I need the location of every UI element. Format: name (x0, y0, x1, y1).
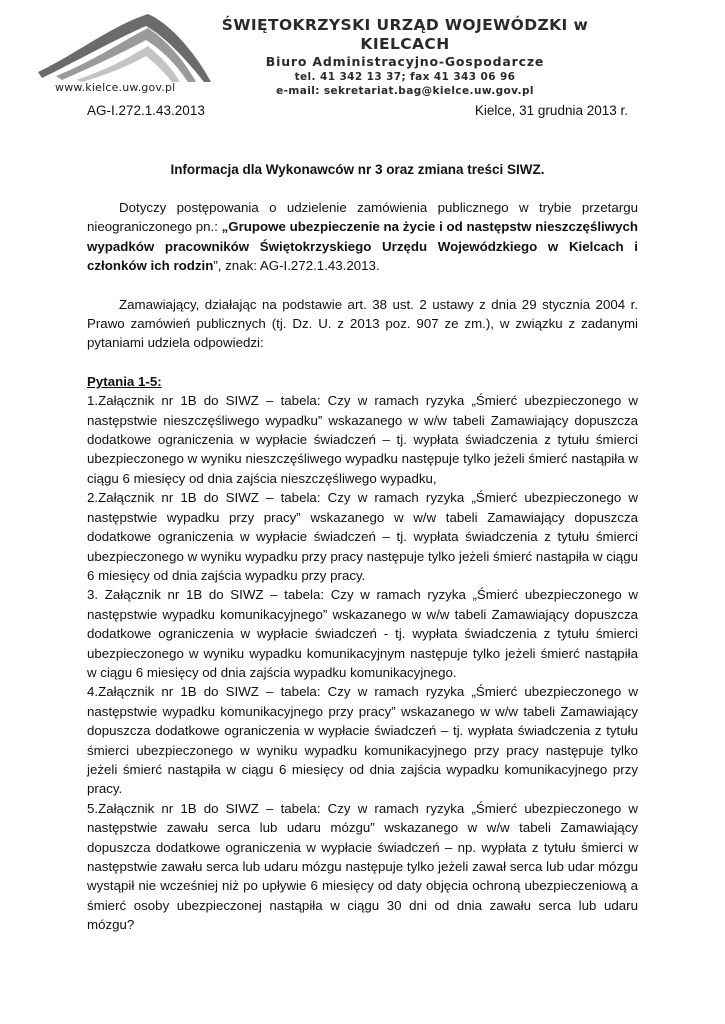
reference-number: AG-I.272.1.43.2013 (87, 103, 205, 118)
mountain-logo-icon (36, 14, 216, 84)
intro-suffix: ”, znak: AG-I.272.1.43.2013. (213, 258, 380, 274)
question-item: 3. Załącznik nr 1B do SIWZ – tabela: Czy w ramach ryzyka „Śmierć ubezpieczonego w następstwie wypadku komunikacyjnego” wskazanego w w/w tabeli Zamawiający dopuszcza dodatkowe ograniczenia w wypłacie świadczeń - tj. wypłata świadczenia z tytułu śmierci ubezpieczonego w wyniku wypadku komunikacyjnym następuje tylko jeżeli śmierć nastąpiła w ciągu 6 miesięcy od dnia zajścia wypadku komunikacyjnego. (87, 587, 638, 680)
statement-paragraph: Zamawiający, działając na podstawie art. 38 ust. 2 ustawy z dnia 29 stycznia 2004 r. Prawo zamówień publicznych (tj. Dz. U. z 2013 poz. 907 ze zm.), w związku z zadanymi pytaniami udziela odpowiedzi: (87, 296, 638, 351)
department-name: Biuro Administracyjno-Gospodarcze (265, 54, 545, 69)
letterhead (210, 16, 600, 98)
procurement-name: „Grupowe ubezpieczenie na życie i od następstw nieszczęśliwych wypadków pracowników Świętokrzyskiego Urzędu Wojewódzkiego w Kielcach i członków ich rodzin (87, 219, 638, 274)
office-name: ŚWIĘTOKRZYSKI URZĄD WOJEWÓDZKI w KIELCACH (221, 16, 589, 53)
phone-fax: tel. 41 342 13 37; fax 41 343 06 96 (294, 71, 516, 83)
document-body (87, 198, 638, 935)
question-item: 2.Załącznik nr 1B do SIWZ – tabela: Czy w ramach ryzyka „Śmierć ubezpieczonego w następstwie wypadku przy pracy” wskazanego w w/w tabeli Zamawiający dopuszcza dodatkowe ograniczenia w wypłacie świadczeń – tj. wypłata świadczenia z tytułu śmierci ubezpieczonego w wyniku wypadku przy pracy następuje tylko jeżeli śmierć nastąpiła w ciągu 6 miesięcy od dnia zajścia wypadku przy pracy. (87, 490, 638, 583)
questions-heading: Pytania 1-5: (87, 373, 162, 389)
question-item: 4.Załącznik nr 1B do SIWZ – tabela: Czy w ramach ryzyka „Śmierć ubezpieczonego w następstwie wypadku komunikacyjnego przy pracy” wskazanego w w/w tabeli Zamawiający dopuszcza dodatkowe ograniczenia w wypłacie świadczeń – tj. wypłata świadczenia z tytułu śmierci ubezpieczonego w wyniku wypadku komunikacyjnego przy pracy następuje tylko jeżeli śmierć nastąpiła w ciągu 6 miesięcy od dnia zajścia wypadku komunikacyjnego przy pracy. (87, 684, 638, 797)
email-address[interactable]: e-mail: sekretariat.bag@kielce.uw.gov.pl (276, 85, 534, 97)
question-item: 5.Załącznik nr 1B do SIWZ – tabela: Czy w ramach ryzyka „Śmierć ubezpieczonego w następstwie zawału serca lub udaru mózgu” wskazanego w w/w tabeli Zamawiający dopuszcza dodatkowe ograniczenia w wypłacie świadczeń – np. wypłata z tytułu śmierci w następstwie zawału serca lub udaru mózgu następuje tylko jeżeli zawał serca lub udar mózgu wystąpił nie wcześniej niż po upływie 6 miesięcy od daty objęcia ochroną ubezpieczeniową a śmierć osoby ubezpieczonej nastąpiła w ciągu 30 dni od dnia zawału serca lub udaru mózgu? (87, 800, 638, 933)
place-date: Kielce, 31 grudnia 2013 r. (474, 103, 628, 118)
intro-paragraph (87, 198, 638, 276)
intro-prefix: Dotyczy postępowania o udzielenie zamówienia publicznego w trybie przetargu nieograniczonego pn.: (87, 200, 638, 235)
question-item: 1.Załącznik nr 1B do SIWZ – tabela: Czy w ramach ryzyka „Śmierć ubezpieczonego w następstwie nieszczęśliwego wypadku” wskazanego w w/w tabeli Zamawiający dopuszcza dodatkowe ograniczenia w wypłacie świadczeń – tj. wypłata świadczenia z tytułu śmierci ubezpieczonego w wyniku nieszczęśliwego wypadku następuje tylko jeżeli śmierć nastąpiła w ciągu 6 miesięcy od dnia zajścia nieszczęśliwego wypadku, (87, 393, 638, 486)
website-url[interactable]: www.kielce.uw.gov.pl (55, 81, 176, 94)
document-title: Informacja dla Wykonawców nr 3 oraz zmiana treści SIWZ. (170, 162, 545, 177)
